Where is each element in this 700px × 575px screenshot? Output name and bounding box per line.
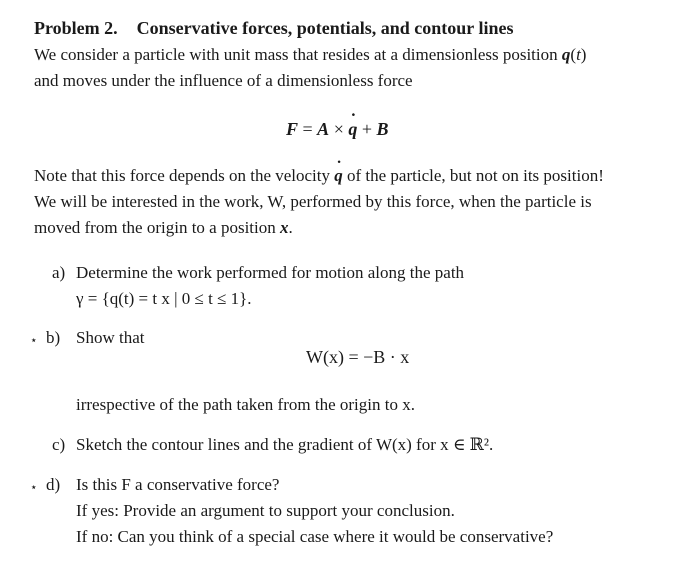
- intro-line-2: and moves under the influence of a dimensionless force: [34, 71, 413, 90]
- part-d-line-3: If no: Can you think of a special case where it would be conservative?: [76, 527, 554, 546]
- problem-label: Problem 2.: [34, 18, 118, 38]
- note-text-1a: Note that this force depends on the velocity: [34, 166, 330, 185]
- part-b-star: ⋆: [30, 333, 38, 347]
- part-d-star: ⋆: [30, 480, 38, 494]
- intro-line-1: [34, 45, 586, 65]
- part-b-formula: W(x) = −B · x: [306, 347, 410, 367]
- part-d-marker: d): [46, 475, 61, 494]
- part-d-line-2: If yes: Provide an argument to support your conclusion.: [76, 501, 455, 520]
- problem-heading: [34, 18, 513, 39]
- x-symbol: x: [280, 218, 289, 237]
- part-c-line-1: Sketch the contour lines and the gradient of W(x) for x ∈ ℝ².: [76, 435, 494, 454]
- note-line-1: [34, 166, 604, 186]
- note-text-1b: of the particle, but not on its position!: [347, 166, 604, 185]
- part-b-line-2: irrespective of the path taken from the origin to x.: [76, 395, 415, 414]
- part-b-marker: b): [46, 328, 61, 347]
- plus-sign: +: [357, 119, 377, 139]
- time-arg: (t): [570, 45, 587, 64]
- intro-text-1: We consider a particle with unit mass that resides at a dimensionless position: [34, 45, 558, 64]
- part-a-line-2: γ = {q(t) = t x | 0 ≤ t ≤ 1}.: [76, 289, 252, 308]
- part-a-line-1: Determine the work performed for motion along the path: [76, 263, 465, 282]
- part-d-line-1: Is this F a conservative force?: [76, 475, 280, 494]
- part-a-marker: a): [52, 263, 66, 282]
- cross-sign: ×: [329, 119, 349, 139]
- note-line-2: We will be interested in the work, W, performed by this force, when the particle is: [34, 192, 592, 211]
- equals-sign: =: [298, 119, 318, 139]
- velocity-symbol: q ˙: [348, 119, 357, 140]
- velocity-inline: q ˙: [334, 166, 343, 186]
- problem-title: Conservative forces, potentials, and contour lines: [136, 18, 514, 38]
- note-text-3: moved from the origin to a position: [34, 218, 276, 237]
- force-symbol: F: [286, 119, 299, 139]
- vector-b: B: [376, 119, 389, 139]
- force-formula: [286, 119, 389, 140]
- vector-a: A: [317, 119, 330, 139]
- note-line-3: moved from the origin to a position x.: [34, 218, 293, 237]
- part-b-line-1: Show that: [76, 328, 145, 347]
- part-c-marker: c): [52, 435, 66, 454]
- position-symbol: q: [561, 45, 571, 64]
